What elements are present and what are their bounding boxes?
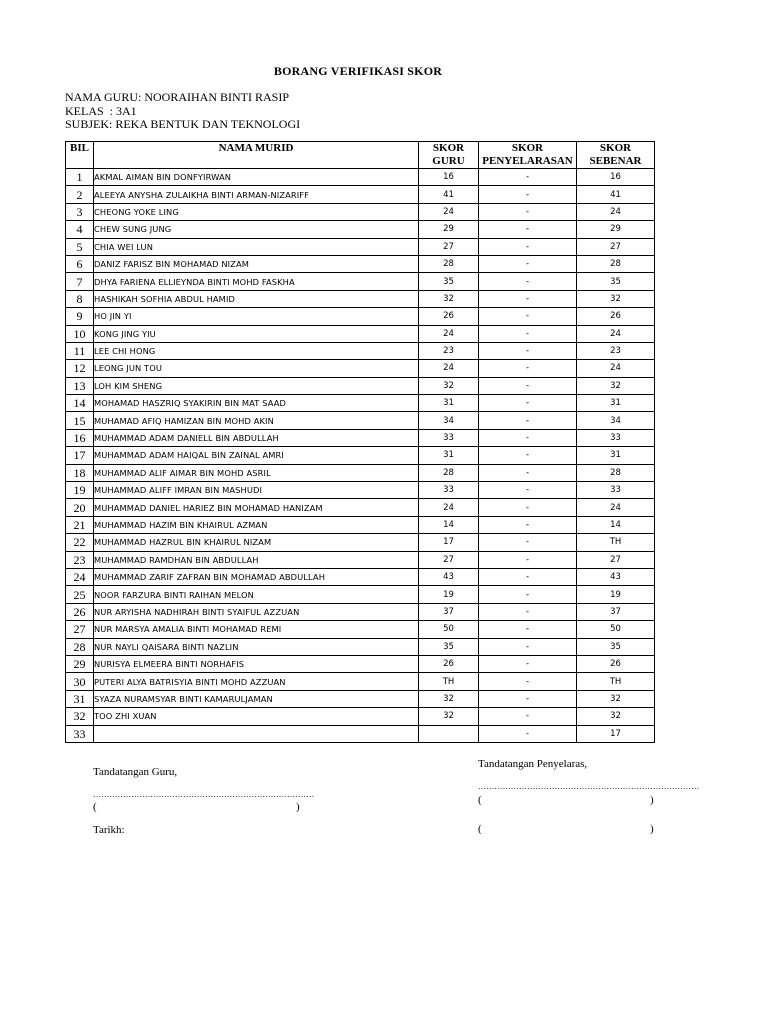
row-bil-cell: 26 bbox=[66, 603, 94, 620]
row-skor-guru-cell: 28 bbox=[419, 464, 479, 481]
row-skor-penyelarasan-cell: - bbox=[479, 516, 577, 533]
row-student-name-cell: LOH KIM SHENG bbox=[94, 377, 419, 394]
table-row bbox=[66, 534, 655, 551]
row-student-name-cell: MUHAMMAD ALIF AIMAR BIN MOHD ASRIL bbox=[94, 464, 419, 481]
row-skor-guru-cell: 43 bbox=[419, 568, 479, 585]
row-student-name-cell: LEE CHI HONG bbox=[94, 342, 419, 359]
coordinator-name-paren-close: ) bbox=[650, 794, 654, 806]
row-skor-guru-cell: TH bbox=[419, 673, 479, 690]
row-skor-guru-cell: 32 bbox=[419, 290, 479, 307]
row-skor-penyelarasan-cell: - bbox=[479, 308, 577, 325]
row-skor-sebenar-cell: 28 bbox=[577, 464, 655, 481]
row-skor-guru-cell: 50 bbox=[419, 621, 479, 638]
table-row bbox=[66, 377, 655, 394]
row-bil-cell: 18 bbox=[66, 464, 94, 481]
row-skor-sebenar-cell: 32 bbox=[577, 708, 655, 725]
row-skor-guru-cell: 32 bbox=[419, 377, 479, 394]
row-student-name-cell: NURISYA ELMEERA BINTI NORHAFIS bbox=[94, 655, 419, 672]
row-skor-guru-cell: 26 bbox=[419, 655, 479, 672]
row-bil-cell: 9 bbox=[66, 308, 94, 325]
class-value: 3A1 bbox=[116, 104, 137, 118]
row-skor-guru-cell: 24 bbox=[419, 360, 479, 377]
row-student-name-cell: DHYA FARIENA ELLIEYNDA BINTI MOHD FASKHA bbox=[94, 273, 419, 290]
row-skor-penyelarasan-cell: - bbox=[479, 673, 577, 690]
coordinator-name-paren-open: ( bbox=[478, 794, 482, 806]
row-skor-penyelarasan-cell: - bbox=[479, 377, 577, 394]
header-skor-sebenar-line2: SEBENAR bbox=[589, 155, 642, 167]
row-skor-penyelarasan-cell: - bbox=[479, 360, 577, 377]
date-label: Tarikh: bbox=[93, 824, 125, 836]
row-bil-cell: 14 bbox=[66, 395, 94, 412]
row-student-name-cell: SYAZA NURAMSYAR BINTI KAMARULJAMAN bbox=[94, 690, 419, 707]
row-bil-cell: 15 bbox=[66, 412, 94, 429]
table-row bbox=[66, 273, 655, 290]
row-student-name-cell: NUR ARYISHA NADHIRAH BINTI SYAIFUL AZZUAN bbox=[94, 603, 419, 620]
row-student-name-cell: AKMAL AIMAN BIN DONFYIRWAN bbox=[94, 169, 419, 186]
row-skor-penyelarasan-cell: - bbox=[479, 221, 577, 238]
table-row bbox=[66, 690, 655, 707]
row-bil-cell: 27 bbox=[66, 621, 94, 638]
row-bil-cell: 6 bbox=[66, 255, 94, 272]
row-skor-sebenar-cell: 29 bbox=[577, 221, 655, 238]
row-skor-guru-cell: 35 bbox=[419, 638, 479, 655]
row-skor-sebenar-cell: 32 bbox=[577, 377, 655, 394]
row-skor-penyelarasan-cell: - bbox=[479, 690, 577, 707]
row-student-name-cell: DANIZ FARISZ BIN MOHAMAD NIZAM bbox=[94, 255, 419, 272]
row-skor-sebenar-cell: 31 bbox=[577, 395, 655, 412]
row-skor-sebenar-cell: 32 bbox=[577, 690, 655, 707]
row-skor-guru-cell: 16 bbox=[419, 169, 479, 186]
header-skor-guru bbox=[419, 142, 479, 169]
row-skor-guru-cell: 26 bbox=[419, 308, 479, 325]
row-skor-sebenar-cell: 28 bbox=[577, 255, 655, 272]
table-row bbox=[66, 342, 655, 359]
row-skor-sebenar-cell: 32 bbox=[577, 290, 655, 307]
row-student-name-cell: MUHAMMAD ADAM DANIELL BIN ABDULLAH bbox=[94, 429, 419, 446]
table-row bbox=[66, 464, 655, 481]
row-skor-guru-cell: 19 bbox=[419, 586, 479, 603]
row-skor-guru-cell: 14 bbox=[419, 516, 479, 533]
table-row bbox=[66, 447, 655, 464]
row-bil-cell: 13 bbox=[66, 377, 94, 394]
table-row bbox=[66, 586, 655, 603]
row-bil-cell: 12 bbox=[66, 360, 94, 377]
row-skor-sebenar-cell: 34 bbox=[577, 412, 655, 429]
row-skor-guru-cell: 29 bbox=[419, 221, 479, 238]
table-row bbox=[66, 221, 655, 238]
row-skor-sebenar-cell: 17 bbox=[577, 725, 655, 742]
table-row bbox=[66, 169, 655, 186]
row-student-name-cell: ALEEYA ANYSHA ZULAIKHA BINTI ARMAN-NIZARIFF bbox=[94, 186, 419, 203]
row-bil-cell: 25 bbox=[66, 586, 94, 603]
score-table bbox=[65, 141, 655, 743]
table-row bbox=[66, 395, 655, 412]
row-skor-sebenar-cell: 24 bbox=[577, 499, 655, 516]
row-skor-sebenar-cell: 24 bbox=[577, 360, 655, 377]
row-skor-guru-cell: 31 bbox=[419, 395, 479, 412]
header-bil: BIL bbox=[66, 142, 94, 169]
table-row bbox=[66, 621, 655, 638]
row-skor-sebenar-cell: 26 bbox=[577, 655, 655, 672]
row-student-name-cell: MOHAMAD HASZRIQ SYAKIRIN BIN MAT SAAD bbox=[94, 395, 419, 412]
row-skor-guru-cell: 27 bbox=[419, 238, 479, 255]
row-skor-sebenar-cell: 35 bbox=[577, 638, 655, 655]
row-skor-guru-cell: 33 bbox=[419, 429, 479, 446]
row-skor-guru-cell: 35 bbox=[419, 273, 479, 290]
coordinator-date-paren-close: ) bbox=[650, 823, 654, 835]
teacher-name-label: NAMA GURU: bbox=[65, 90, 142, 104]
row-skor-penyelarasan-cell: - bbox=[479, 186, 577, 203]
header-skor-sebenar-line1: SKOR bbox=[599, 142, 632, 154]
row-bil-cell: 29 bbox=[66, 655, 94, 672]
teacher-name-paren-open: ( bbox=[93, 801, 97, 813]
row-skor-guru-cell: 27 bbox=[419, 551, 479, 568]
row-bil-cell: 11 bbox=[66, 342, 94, 359]
row-skor-sebenar-cell: TH bbox=[577, 534, 655, 551]
row-student-name-cell: MUHAMMAD HAZIM BIN KHAIRUL AZMAN bbox=[94, 516, 419, 533]
table-row bbox=[66, 673, 655, 690]
row-skor-guru-cell: 17 bbox=[419, 534, 479, 551]
row-skor-sebenar-cell: 33 bbox=[577, 482, 655, 499]
teacher-signature-line: ……………………………………………………………………… bbox=[93, 790, 315, 799]
row-skor-sebenar-cell: 14 bbox=[577, 516, 655, 533]
table-row bbox=[66, 482, 655, 499]
table-row bbox=[66, 655, 655, 672]
row-skor-guru-cell bbox=[419, 725, 479, 742]
row-skor-sebenar-cell: 50 bbox=[577, 621, 655, 638]
row-bil-cell: 8 bbox=[66, 290, 94, 307]
row-skor-sebenar-cell: 43 bbox=[577, 568, 655, 585]
table-row bbox=[66, 603, 655, 620]
subject-line bbox=[65, 117, 300, 132]
row-skor-penyelarasan-cell: - bbox=[479, 203, 577, 220]
row-skor-guru-cell: 33 bbox=[419, 482, 479, 499]
row-bil-cell: 23 bbox=[66, 551, 94, 568]
teacher-name-paren-close: ) bbox=[296, 801, 300, 813]
row-skor-sebenar-cell: 19 bbox=[577, 586, 655, 603]
subject-label: SUBJEK: bbox=[65, 117, 113, 131]
table-row bbox=[66, 551, 655, 568]
row-skor-penyelarasan-cell: - bbox=[479, 325, 577, 342]
row-student-name-cell: NUR NAYLI QAISARA BINTI NAZLIN bbox=[94, 638, 419, 655]
table-row bbox=[66, 186, 655, 203]
row-student-name-cell: MUHAMAD AFIQ HAMIZAN BIN MOHD AKIN bbox=[94, 412, 419, 429]
row-student-name-cell: MUHAMMAD ADAM HAIQAL BIN ZAINAL AMRI bbox=[94, 447, 419, 464]
table-row bbox=[66, 429, 655, 446]
row-bil-cell: 33 bbox=[66, 725, 94, 742]
row-skor-guru-cell: 32 bbox=[419, 708, 479, 725]
row-student-name-cell: CHIA WEI LUN bbox=[94, 238, 419, 255]
row-student-name-cell: CHEONG YOKE LING bbox=[94, 203, 419, 220]
row-skor-guru-cell: 24 bbox=[419, 499, 479, 516]
row-skor-sebenar-cell: 27 bbox=[577, 551, 655, 568]
row-skor-penyelarasan-cell: - bbox=[479, 534, 577, 551]
table-row bbox=[66, 290, 655, 307]
row-student-name-cell: KONG JING YIU bbox=[94, 325, 419, 342]
row-skor-penyelarasan-cell: - bbox=[479, 655, 577, 672]
header-nama-murid: NAMA MURID bbox=[94, 142, 419, 169]
row-bil-cell: 28 bbox=[66, 638, 94, 655]
header-skor-penyelarasan-line1: SKOR bbox=[511, 142, 544, 154]
header-skor-guru-line1: SKOR bbox=[432, 142, 465, 154]
row-student-name-cell: CHEW SUNG JUNG bbox=[94, 221, 419, 238]
row-bil-cell: 16 bbox=[66, 429, 94, 446]
row-student-name-cell: LEONG JUN TOU bbox=[94, 360, 419, 377]
table-row bbox=[66, 360, 655, 377]
table-row bbox=[66, 203, 655, 220]
row-skor-guru-cell: 34 bbox=[419, 412, 479, 429]
row-skor-sebenar-cell: 27 bbox=[577, 238, 655, 255]
header-skor-guru-line2: GURU bbox=[432, 155, 465, 167]
row-skor-penyelarasan-cell: - bbox=[479, 290, 577, 307]
table-row bbox=[66, 238, 655, 255]
table-row bbox=[66, 725, 655, 742]
row-skor-guru-cell: 41 bbox=[419, 186, 479, 203]
row-student-name-cell: MUHAMMAD DANIEL HARIEZ BIN MOHAMAD HANIZAM bbox=[94, 499, 419, 516]
row-bil-cell: 2 bbox=[66, 186, 94, 203]
row-bil-cell: 3 bbox=[66, 203, 94, 220]
row-skor-penyelarasan-cell: - bbox=[479, 568, 577, 585]
row-skor-sebenar-cell: 41 bbox=[577, 186, 655, 203]
header-skor-sebenar bbox=[577, 142, 655, 169]
table-row bbox=[66, 638, 655, 655]
row-skor-penyelarasan-cell: - bbox=[479, 395, 577, 412]
row-skor-penyelarasan-cell: - bbox=[479, 621, 577, 638]
row-student-name-cell bbox=[94, 725, 419, 742]
table-row bbox=[66, 568, 655, 585]
row-skor-sebenar-cell: 31 bbox=[577, 447, 655, 464]
row-skor-sebenar-cell: 37 bbox=[577, 603, 655, 620]
row-student-name-cell: MUHAMMAD ALIFF IMRAN BIN MASHUDI bbox=[94, 482, 419, 499]
row-student-name-cell: HASHIKAH SOFHIA ABDUL HAMID bbox=[94, 290, 419, 307]
row-skor-penyelarasan-cell: - bbox=[479, 551, 577, 568]
row-skor-guru-cell: 31 bbox=[419, 447, 479, 464]
row-skor-guru-cell: 28 bbox=[419, 255, 479, 272]
row-bil-cell: 4 bbox=[66, 221, 94, 238]
row-skor-penyelarasan-cell: - bbox=[479, 342, 577, 359]
row-student-name-cell: MUHAMMAD ZARIF ZAFRAN BIN MOHAMAD ABDULLAH bbox=[94, 568, 419, 585]
coordinator-signature-label: Tandatangan Penyelaras, bbox=[478, 758, 588, 770]
row-skor-penyelarasan-cell: - bbox=[479, 255, 577, 272]
row-bil-cell: 21 bbox=[66, 516, 94, 533]
row-skor-guru-cell: 32 bbox=[419, 690, 479, 707]
row-bil-cell: 32 bbox=[66, 708, 94, 725]
form-title: BORANG VERIFIKASI SKOR bbox=[273, 64, 443, 78]
row-bil-cell: 22 bbox=[66, 534, 94, 551]
header-skor-penyelarasan-line2: PENYELARASAN bbox=[482, 155, 573, 167]
row-skor-penyelarasan-cell: - bbox=[479, 708, 577, 725]
row-student-name-cell: TOO ZHI XUAN bbox=[94, 708, 419, 725]
table-row bbox=[66, 708, 655, 725]
row-skor-penyelarasan-cell: - bbox=[479, 499, 577, 516]
row-skor-penyelarasan-cell: - bbox=[479, 603, 577, 620]
row-skor-guru-cell: 37 bbox=[419, 603, 479, 620]
table-body bbox=[66, 169, 655, 743]
row-bil-cell: 10 bbox=[66, 325, 94, 342]
table-row bbox=[66, 412, 655, 429]
coordinator-date-paren-open: ( bbox=[478, 823, 482, 835]
table-row bbox=[66, 255, 655, 272]
row-skor-sebenar-cell: 16 bbox=[577, 169, 655, 186]
row-skor-sebenar-cell: 35 bbox=[577, 273, 655, 290]
row-student-name-cell: NOOR FARZURA BINTI RAIHAN MELON bbox=[94, 586, 419, 603]
header-skor-penyelarasan bbox=[479, 142, 577, 169]
row-skor-guru-cell: 24 bbox=[419, 203, 479, 220]
row-skor-penyelarasan-cell: - bbox=[479, 482, 577, 499]
row-skor-guru-cell: 23 bbox=[419, 342, 479, 359]
row-skor-penyelarasan-cell: - bbox=[479, 238, 577, 255]
row-bil-cell: 17 bbox=[66, 447, 94, 464]
row-bil-cell: 5 bbox=[66, 238, 94, 255]
row-student-name-cell: HO JIN YI bbox=[94, 308, 419, 325]
teacher-name-value: NOORAIHAN BINTI RASIP bbox=[144, 90, 290, 104]
row-skor-sebenar-cell: 23 bbox=[577, 342, 655, 359]
row-bil-cell: 30 bbox=[66, 673, 94, 690]
teacher-name-line bbox=[65, 90, 289, 105]
row-skor-penyelarasan-cell: - bbox=[479, 447, 577, 464]
row-skor-guru-cell: 24 bbox=[419, 325, 479, 342]
row-skor-penyelarasan-cell: - bbox=[479, 586, 577, 603]
row-student-name-cell: MUHAMMAD RAMDHAN BIN ABDULLAH bbox=[94, 551, 419, 568]
row-skor-sebenar-cell: 33 bbox=[577, 429, 655, 446]
row-bil-cell: 7 bbox=[66, 273, 94, 290]
subject-value: REKA BENTUK DAN TEKNOLOGI bbox=[115, 117, 301, 131]
row-bil-cell: 19 bbox=[66, 482, 94, 499]
class-label: KELAS : bbox=[65, 104, 113, 118]
row-bil-cell: 24 bbox=[66, 568, 94, 585]
row-student-name-cell: MUHAMMAD HAZRUL BIN KHAIRUL NIZAM bbox=[94, 534, 419, 551]
teacher-signature-label: Tandatangan Guru, bbox=[93, 766, 178, 778]
table-row bbox=[66, 308, 655, 325]
row-skor-sebenar-cell: TH bbox=[577, 673, 655, 690]
row-skor-sebenar-cell: 24 bbox=[577, 203, 655, 220]
row-skor-penyelarasan-cell: - bbox=[479, 638, 577, 655]
row-skor-penyelarasan-cell: - bbox=[479, 412, 577, 429]
row-bil-cell: 1 bbox=[66, 169, 94, 186]
row-student-name-cell: PUTERI ALYA BATRISYIA BINTI MOHD AZZUAN bbox=[94, 673, 419, 690]
row-skor-penyelarasan-cell: - bbox=[479, 169, 577, 186]
table-row bbox=[66, 516, 655, 533]
row-skor-penyelarasan-cell: - bbox=[479, 464, 577, 481]
coordinator-signature-line: ……………………………………………………………………… bbox=[478, 782, 700, 791]
row-skor-sebenar-cell: 26 bbox=[577, 308, 655, 325]
table-row bbox=[66, 499, 655, 516]
row-bil-cell: 20 bbox=[66, 499, 94, 516]
table-row bbox=[66, 325, 655, 342]
row-skor-penyelarasan-cell: - bbox=[479, 429, 577, 446]
row-student-name-cell: NUR MARSYA AMALIA BINTI MOHAMAD REMI bbox=[94, 621, 419, 638]
table-header-row bbox=[66, 142, 655, 169]
row-skor-penyelarasan-cell: - bbox=[479, 725, 577, 742]
row-skor-penyelarasan-cell: - bbox=[479, 273, 577, 290]
row-bil-cell: 31 bbox=[66, 690, 94, 707]
row-skor-sebenar-cell: 24 bbox=[577, 325, 655, 342]
